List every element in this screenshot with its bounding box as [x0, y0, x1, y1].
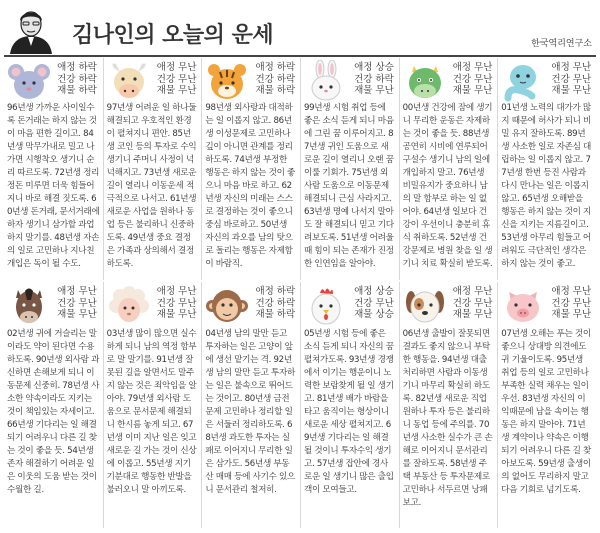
fortune-text: 97년생 어려운 일 하나둘 해결되고 우호적인 환경이 펼쳐지니 편안. 85년생 코인 등의 투자로 수익 생기니 주머니 사정이 넉넉해지고. 73년생 새로운 길이 열리니 이동운세 적극적으로 나서고. 61년생 새로운 사업을 원하나 동업 등은 불리하니 신중하도록. 49년생 중요 결정은 가족과 상의해서 결정하도록.	[106, 103, 197, 269]
source-label: 한국역리연구소	[531, 39, 592, 49]
sheep-icon	[106, 284, 152, 326]
wealth-fortune: 재물 무난	[452, 309, 493, 320]
fortune-text: 06년생 출발이 잘못되면 결과도 좋지 않으니 부탁한 행동을. 94년생 대출처리하면 사람과 이동생기니 마무리 확실히 하도록. 82년생 새로운 직업 원하나 투자 등은 불리하니 동업 등에 주의를. 70년생 사소한 실수가 큰 손해로 이어지니 문서관리를 잘하도록. 58년생 주택 부동산 등 투자문제로 고민하나 서두르면 낭패보고.	[402, 329, 493, 508]
health-fortune: 건강 무난	[452, 73, 493, 85]
wealth-fortune: 재물 무난	[354, 85, 394, 96]
pig-icon	[500, 284, 546, 326]
zodiac-row-2	[4, 282, 596, 528]
wealth-fortune: 재물 하락	[255, 309, 296, 320]
love-fortune: 애정 무난	[452, 62, 493, 73]
wealth-fortune: 재물 무난	[57, 309, 97, 320]
zodiac-card-rabbit	[300, 58, 399, 280]
fortune-summary	[154, 62, 200, 97]
fortune-summary	[252, 62, 298, 97]
health-fortune: 건강 무난	[156, 73, 197, 85]
health-fortune: 건강 무난	[551, 73, 592, 85]
fortune-text: 98년생 외사랑과 대적하는 일 이롭지 않고. 86년생 이성문제로 고민하나 깊이 아니면 관계를 정리하도록. 74년생 부정한 행동은 하지 않는 것이 좋으니 마음 바로 하고. 62년생 자신의 미래는 스스로 결정하는 것이 좋으니 중심 바로하고. 50년생 자신의 과오를 남의 탓으로 돌리는 행동은 자제함이 바람직.	[205, 103, 296, 269]
zodiac-card-tiger	[201, 58, 300, 280]
health-fortune: 건강 하락	[255, 297, 296, 309]
fortune-summary	[351, 286, 397, 321]
fortune-text: 02년생 귀에 거슬리는 말이라도 약이 된다면 수용하도록. 90년생 외사람 과신하면 손해보게 되니 이동문제 신중히. 78년생 사소한 약속이라도 지키는 것이 책임있는 자세이고. 66년생 기다리는 일 해결되기 어려우니 다른 길 찾는 것이 좋을 듯. 54년생 존자 해결하기 어려운 일은 이웃의 도움 받는 것이 수월한 길.	[7, 329, 100, 495]
page-title: 김나인의 오늘의 운세	[72, 23, 274, 48]
monkey-icon	[204, 284, 250, 326]
health-fortune: 건강 하락	[354, 73, 394, 85]
love-fortune: 애정 무난	[452, 286, 493, 297]
ox-icon	[106, 60, 152, 102]
fortune-text: 96년생 가까운 사이일수록 돈거래는 하지 않는 것이 마음 편한 길이고. 84년생 막무가내로 밀고 나가면 시행착오 생기니 순리 따르도록. 72년생 정리정돈 미루면 더욱 힘들어지니 바로 해결 짓도록. 60년생 돈거래, 문서거래에 하자 생기니 삼가할 과업하지 말기를. 48년생 자손의 일로 고민하나 지나친 개입은 독이 될 수도.	[7, 103, 100, 269]
health-fortune: 건강 무난	[57, 297, 97, 309]
fortune-text: 01년생 노력의 대가가 많지 때문에 허사가 되니 비밀 유지 잘하도록. 89년생 사소한 일로 자존심 대립하는 일 이롭지 않고. 77년생 한번 등진 사람과 다시 만나는 일은 이롭지 않고. 65년생 오해받을 행동은 하지 않는 것이 지신을 지키는 지름길이고. 53년생 아무리 힘들고 어려워도 극단적인 생각은 하지 않는 것이 좋고.	[501, 103, 592, 269]
fortune-summary	[450, 286, 496, 321]
love-fortune: 애정 무난	[57, 286, 97, 297]
fortune-text: 04년생 남의 말만 듣고 투자하는 일은 고양이 앞에 생선 맡기는 격. 92년생 남의 말만 듣고 투자하는 일은 불속으로 뛰어드는 것이고. 80년생 금전문제 고민하나 정리할 일은 서둘러 정리하도록. 68년생 과도한 투자는 실패로 이어지니 무리한 일은 삼가도. 56년생 부동산 매매 등에 사기수 있으니 문서관리 철저히.	[205, 329, 296, 495]
wealth-fortune: 재물 상승	[354, 309, 394, 320]
zodiac-card-pig	[497, 282, 596, 528]
health-fortune: 건강 하락	[57, 73, 97, 85]
wealth-fortune: 재물 하락	[255, 85, 296, 96]
rabbit-icon	[303, 60, 349, 102]
love-fortune: 애정 하락	[57, 62, 97, 73]
tiger-icon	[204, 60, 250, 102]
fortune-text: 03년생 많이 많으면 실수하게 되니 남의 역정 함부로 말 말기를. 91년생 잘못된 길을 알면서도 말주지 않는 것은 죄악임을 알아야. 79년생 외사람 도움으로 문서문제 해결되니 한시름 놓게 되고. 67년생 이미 지난 일은 잊고 새로운 길 가는 것이 신상에 이롭고. 55년생 지기 기분대로 행동한 반발을 불러오니 말 아끼도록.	[106, 329, 197, 495]
header-divider	[4, 55, 596, 57]
love-fortune: 애정 상승	[354, 286, 394, 297]
zodiac-card-sheep	[103, 282, 202, 528]
fortune-summary	[252, 286, 298, 321]
rooster-icon	[303, 284, 349, 326]
wealth-fortune: 재물 무난	[452, 85, 493, 96]
rat-icon	[6, 60, 52, 102]
dragon-icon	[402, 60, 448, 102]
zodiac-card-monkey	[201, 282, 300, 528]
zodiac-card-ox	[103, 58, 202, 280]
zodiac-card-rooster	[300, 282, 399, 528]
fortune-text: 99년생 시험 취업 등에 좋은 소식 듣게 되니 마음에 그린 꿈 이루어지고. 87년생 귀인 도움으로 새로운 길이 열리니 오랜 꿈 이룰 기회가. 75년생 외사람 도움으로 이동문제 해결되니 근심 사라지고. 63년생 명예 나서지 말아도 잘 해결되니 믿고 기다려보도록. 51년생 어려울 때 힘이 되는 존재가 진정한 인연임을 알아야.	[303, 103, 394, 269]
wealth-fortune: 재물 무난	[156, 85, 197, 96]
author-portrait	[6, 4, 56, 54]
header	[0, 0, 600, 58]
wealth-fortune: 재물 무난	[551, 309, 592, 320]
fortune-summary	[548, 286, 594, 321]
love-fortune: 애정 상승	[354, 62, 394, 73]
fortune-summary	[548, 62, 594, 97]
zodiac-card-dog	[399, 282, 498, 528]
zodiac-card-dragon	[399, 58, 498, 280]
fortune-summary	[351, 62, 397, 97]
fortune-summary	[450, 62, 496, 97]
dog-icon	[402, 284, 448, 326]
love-fortune: 애정 무난	[156, 286, 197, 297]
fortune-summary	[54, 62, 100, 97]
zodiac-card-snake	[497, 58, 596, 280]
wealth-fortune: 재물 무난	[551, 85, 592, 96]
health-fortune: 건강 무난	[156, 297, 197, 309]
health-fortune: 건강 무난	[354, 297, 394, 309]
health-fortune: 건강 무난	[452, 297, 493, 309]
love-fortune: 애정 하락	[255, 286, 296, 297]
zodiac-card-horse	[4, 282, 103, 528]
wealth-fortune: 재물 무난	[156, 309, 197, 320]
health-fortune: 건강 하락	[255, 73, 296, 85]
love-fortune: 애정 무난	[551, 62, 592, 73]
wealth-fortune: 재물 하락	[57, 85, 97, 96]
health-fortune: 건강 무난	[551, 297, 592, 309]
fortune-text: 05년생 시험 등에 좋은 소식 듣게 되니 자신의 꿈 펼쳐가도록. 93년생 경쟁에서 이기는 행운이니 노력한 보람찾게 될 일 생기고. 81년생 배가 바람을 타고 움직이는 형상이니 새로운 세상 펼쳐지고. 69년생 기다리는 일 해결될 것이니 투자수익 생기고. 57년생 잡안에 경사로운 일 생기니 많은 출입객이 모여들고.	[303, 329, 394, 495]
love-fortune: 애정 하락	[255, 62, 296, 73]
horse-icon	[6, 284, 52, 326]
fortune-summary	[54, 286, 100, 321]
fortune-text: 00년생 건강에 잠에 생기니 무리한 운동은 자제하는 것이 좋을 듯. 88년생 공연히 시비에 연루되어 구설수 생기니 남의 일에 개입하지 말고. 76년생 비밀유지가 중요하니 남의 말 함부로 하는 일 없어야. 64년생 일보다 건강이 우선이니 충분히 휴식 취하도록. 52년생 건강문제로 병원 찾을 일 생기니 치료 확실히 받도록.	[402, 103, 493, 269]
love-fortune: 애정 무난	[156, 62, 197, 73]
love-fortune: 애정 무난	[551, 286, 592, 297]
zodiac-row-1	[4, 58, 596, 280]
zodiac-card-rat	[4, 58, 103, 280]
snake-icon	[500, 60, 546, 102]
fortune-text: 07년생 오해는 푸는 것이 좋으니 상대방 의견에도 귀 기울이도록. 95년생 취업 등의 일로 고민하나 부족한 실력 채우는 일이 우선. 83년생 자신의 이익때문에 남을 속이는 행동은 하지 말아야. 71년생 계약이나 약속은 이행되기 어려우니 다른 길 찾아보도록. 59년생 출생이의 없어도 무리하지 말고 다음 기회로 넘기도록.	[501, 329, 592, 495]
fortune-summary	[154, 286, 200, 321]
